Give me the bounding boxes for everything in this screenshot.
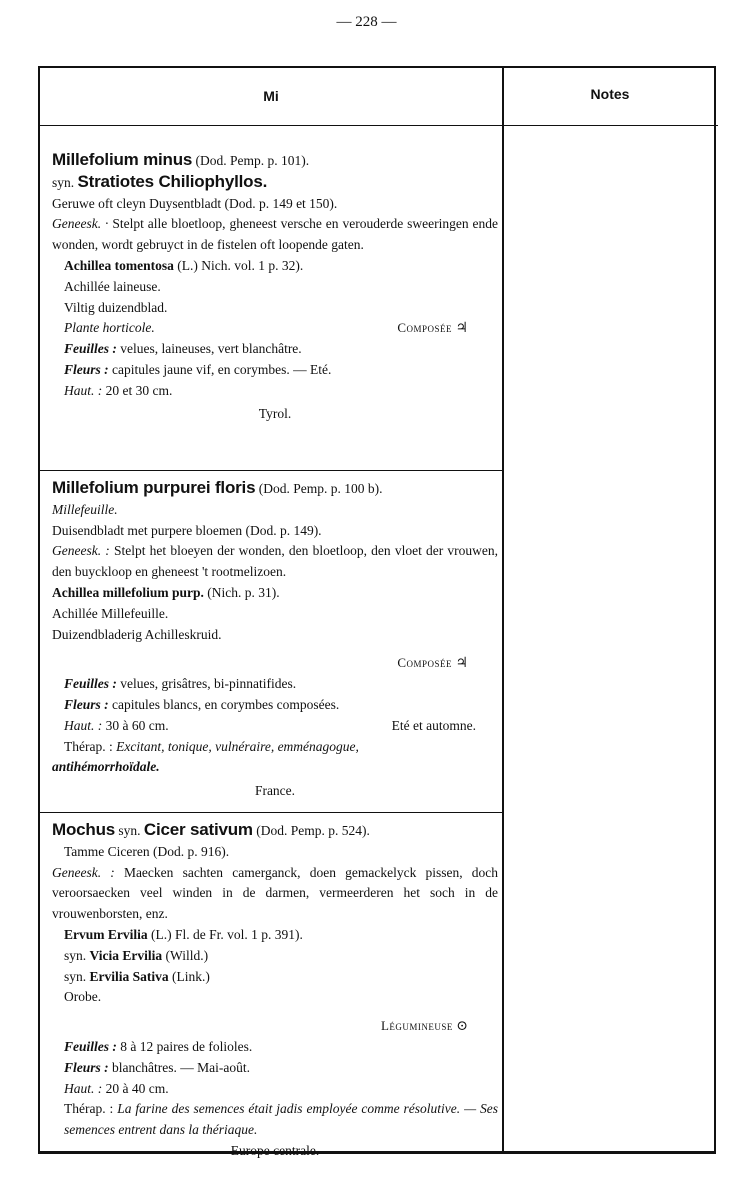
therap-text-cont: antihémorrhoïdale. [52, 759, 160, 775]
origin: Europe centrale. [230, 1142, 320, 1158]
entry-title-2: Cicer sativum [143, 820, 253, 839]
syn-label: syn. [52, 174, 75, 190]
entry-mochus [52, 820, 498, 1162]
entry-separator [40, 812, 502, 813]
fleurs-label: Fleurs : [64, 1059, 109, 1075]
therap-text: Excitant, tonique, vulnéraire, emménagogue, [116, 738, 359, 754]
geneesk-text: Stelpt het bloeyen der wonden, den bloetloop, den vloet der vrouwen, den buyckloop en gheneest 't rootmelizoen. [52, 543, 499, 580]
vernacular-name: Duisendbladt met purpere bloemen (Dod. p. 149). [52, 522, 322, 538]
header-notes: Notes [590, 86, 630, 102]
syn-label: syn. [118, 823, 141, 838]
column-divider [502, 68, 504, 1151]
therap-label: Thérap. : [64, 738, 113, 754]
therap-text: La farine des semences était jadis employée comme résolutive. — Ses semences entrent dans la thériaque. [64, 1101, 498, 1138]
entry-millefolium-purpurei [52, 478, 498, 802]
syn2-ref: (Link.) [172, 968, 210, 984]
feuilles-text: 8 à 12 paires de folioles. [120, 1038, 253, 1054]
entry-title: Millefolium purpurei floris [52, 478, 256, 497]
vernacular-name: Tamme Ciceren (Dod. p. 916). [64, 843, 230, 859]
french-name: Orobe. [64, 989, 102, 1005]
entry-title-ref: (Dod. Pemp. p. 101). [195, 153, 310, 168]
geneesk-label: Geneesk. : [52, 543, 110, 559]
origin: Tyrol. [258, 405, 292, 421]
geneesk-label: Geneesk. · [52, 216, 109, 232]
entry-millefolium-minus [52, 150, 498, 424]
plant-type: Plante horticole. [64, 320, 155, 336]
syn-name: Stratiotes Chiliophyllos. [77, 171, 268, 191]
table-frame [38, 66, 716, 1158]
feuilles-text: velues, grisâtres, bi-pinnatifides. [120, 676, 297, 692]
vernacular-name: Geruwe oft cleyn Duysentbladt (Dod. p. 149 et 150). [52, 195, 338, 211]
haut-text: 20 et 30 cm. [105, 382, 173, 398]
geneesk-text: Stelpt alle bloetloop, gheneest versche en verouderde sweeringen ende wonden, wordt gebruyct in de fistelen oft loopende gaten. [52, 216, 498, 253]
sci-name: Ervum Ervilia [64, 926, 148, 942]
sci-name: Achillea millefolium purp. [52, 584, 204, 600]
page-number: — 228 — [336, 14, 397, 30]
syn-label: syn. [64, 968, 87, 984]
perennial-symbol: ♃ [455, 656, 468, 672]
syn2-name: Ervilia Sativa [89, 968, 169, 984]
dutch-name: Duizendbladerig Achilleskruid. [52, 626, 222, 642]
feuilles-label: Feuilles : [64, 341, 117, 357]
fleurs-label: Fleurs : [64, 361, 109, 377]
haut-label: Haut. : [64, 1080, 103, 1096]
entry-separator [40, 470, 502, 471]
geneesk-text: Maecken sachten camerganck, doen gemackelyck pissen, doch veroorsaecken veel winden in de darmen, vermeerderen het soch in de vrouwenborsten, enz. [52, 864, 499, 922]
dutch-name: Viltig duizendblad. [64, 299, 168, 315]
haut-text: 20 à 40 cm. [105, 1080, 169, 1096]
italic-name: Millefeuille. [52, 501, 118, 517]
annual-symbol: ⊙ [456, 1019, 468, 1035]
table-header [40, 68, 718, 126]
fleurs-text: blanchâtres. — Mai-août. [112, 1059, 250, 1075]
geneesk-label: Geneesk. : [52, 864, 115, 880]
syn1-ref: (Willd.) [165, 947, 209, 963]
family-name: Composée [397, 320, 453, 336]
haut-text: 30 à 60 cm. [105, 717, 169, 733]
sci-name: Achillea tomentosa [64, 257, 174, 273]
feuilles-text: velues, laineuses, vert blanchâtre. [120, 341, 302, 357]
perennial-symbol: ♃ [455, 321, 468, 337]
family-name: Composée [397, 655, 453, 671]
feuilles-label: Feuilles : [64, 676, 117, 692]
syn-label: syn. [64, 947, 87, 963]
entry-title: Mochus [52, 820, 116, 839]
fleurs-text: capitules blancs, en corymbes composées. [112, 696, 340, 712]
origin: France. [254, 783, 296, 799]
header-mi: Mi [263, 88, 279, 104]
entry-title-ref: (Dod. Pemp. p. 100 b). [258, 481, 383, 496]
syn1-name: Vicia Ervilia [89, 947, 163, 963]
french-name: Achillée laineuse. [64, 278, 161, 294]
family-name: Légumineuse [380, 1018, 453, 1034]
entry-title: Millefolium minus [52, 150, 193, 169]
season: Eté et automne. [391, 717, 476, 733]
haut-label: Haut. : [64, 717, 103, 733]
therap-label: Thérap. : [64, 1101, 114, 1117]
fleurs-text: capitules jaune vif, en corymbes. — Eté. [112, 361, 332, 377]
sci-ref: (L.) Nich. vol. 1 p. 32). [177, 257, 304, 273]
entry-title-ref: (Dod. Pemp. p. 524). [256, 823, 370, 838]
sci-ref: (Nich. p. 31). [207, 584, 280, 600]
sci-ref: (L.) Fl. de Fr. vol. 1 p. 391). [151, 926, 303, 942]
french-name: Achillée Millefeuille. [52, 605, 169, 621]
fleurs-label: Fleurs : [64, 696, 109, 712]
feuilles-label: Feuilles : [64, 1038, 117, 1054]
haut-label: Haut. : [64, 382, 103, 398]
